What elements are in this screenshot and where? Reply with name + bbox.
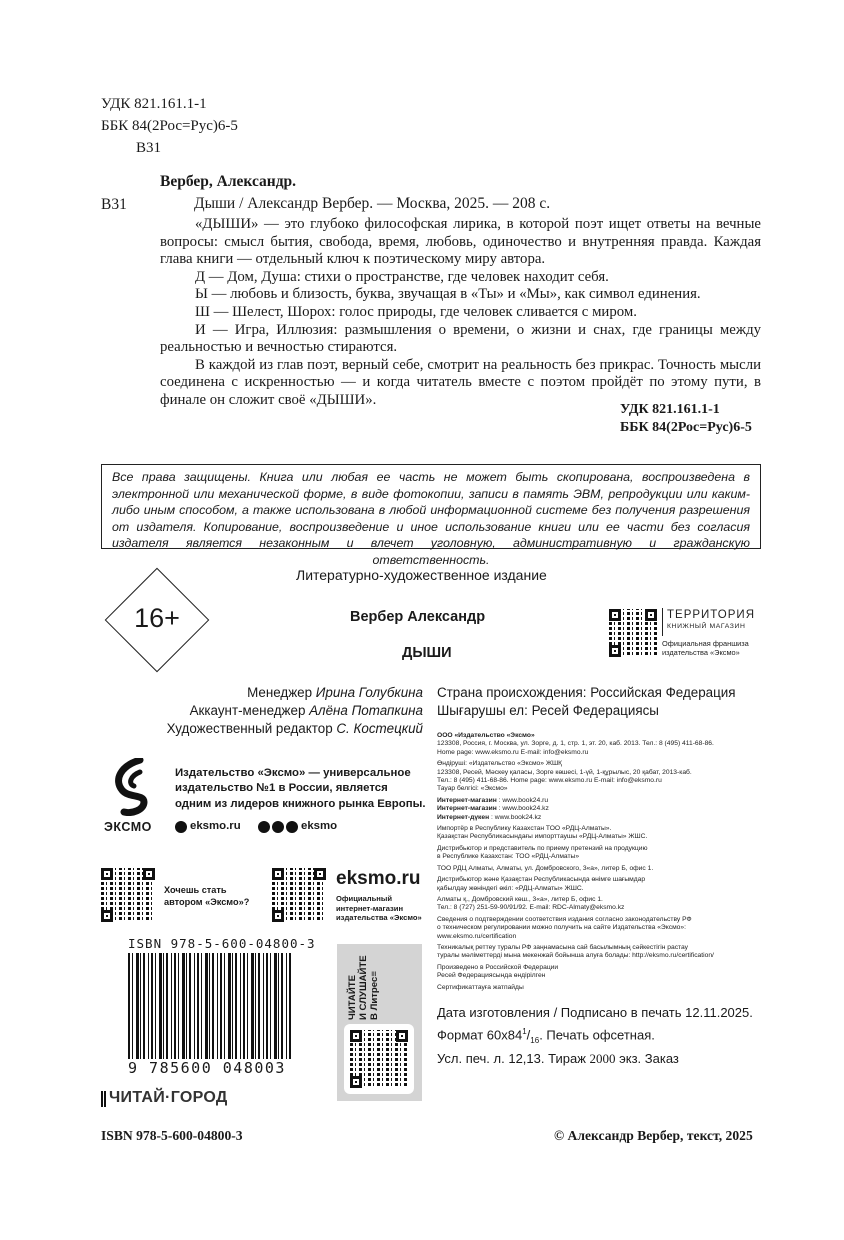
- bibliographic-line: Дыши / Александр Вербер. — Москва, 2025. — 208 с.: [194, 195, 551, 212]
- annotation-paragraph: Ы — любовь и близость, буква, звучащая в «Ты» и «Мы», как символ единения.: [195, 286, 701, 303]
- eksmo-social: eksmo: [301, 820, 338, 832]
- isbn-barcode: [128, 953, 292, 1061]
- publisher-block-kz: Өндіруші: «Издательство «Эксмо» ЖШҚ 123308, Ресей, Мәскеу қаласы, Зорге көшесі, 1-үй, 1-құрылыс, 20 қабат, 2013-каб. Тел.: 8 (495) 411-68-86. Home page: www.eksmo.ru E-mail: info@eksmo.ru Тауар белгісі: «Эксмо»: [437, 760, 692, 793]
- imprint-date: Дата изготовления / Подписано в печать 12.11.2025.: [437, 1005, 753, 1020]
- credit-name: С. Костецкий: [336, 721, 423, 737]
- barcode-digits: 9 785600 048003: [128, 1059, 292, 1077]
- territory-caption: издательства «Эксмо»: [662, 648, 740, 657]
- chitai-gorod-logo: ЧИТАЙ·ГОРОД: [109, 1089, 228, 1106]
- distributor-address-kz: Алматы қ., Домбровский көш., 3«а», литер Б, офис 1. Тел.: 8 (727) 251-59-90/91/92. E-mail: RDC-Almaty@eksmo.kz: [437, 895, 625, 912]
- eksmo-site-link[interactable]: eksmo.ru: [190, 820, 241, 832]
- imprint-format: Формат $60x84^1/_{16}$. Печать офсетная.: [437, 1026, 655, 1045]
- bbk-right: ББК 84(2Рос=Рус)6-5: [620, 420, 752, 435]
- annotation-paragraph: В каждой из глав поэт, верный себе, смотрит на реальность без прикрас. Точность мысли соединена с искренностью — и когда читатель вместе с поэтом пройдёт по этому пути, в финале он сложит своё «ДЫШИ».: [160, 356, 761, 408]
- importer-block: Импортёр в Республику Казахстан ТОО «РДЦ-Алматы». Қазақстан Республикасындағы импорттаушы «РДЦ-Алматы» ЖШС.: [437, 825, 648, 841]
- credits: [100, 684, 423, 739]
- eksmo-logo-icon: [110, 758, 156, 816]
- not-certified: Сертификаттауға жатпайды: [437, 983, 524, 991]
- credit-role: Аккаунт-менеджер: [189, 703, 310, 719]
- footer-isbn: ISBN 978-5-600-04800-3: [101, 1128, 243, 1143]
- country-of-origin: [437, 684, 736, 720]
- publisher-block: ООО «Издательство «Эксмо» 123308, Россия, г. Москва, ул. Зорге, д. 1, стр. 1, эт. 20, каб. 2013. Тел.: 8 (495) 411-68-86. Home page: www.eksmo.ru E-mail: info@eksmo.ru: [437, 732, 714, 756]
- credit-line: [100, 720, 423, 738]
- online-shops: Интернет-магазин : www.book24.ru Интернет-магазин : www.book24.kz Интернет-дүкен : www.book24.kz: [437, 796, 549, 821]
- distributor-address: ТОО РДЦ Алматы, Алматы, ул. Домбровского, 3«а», литер Б, офис 1.: [437, 864, 654, 872]
- litres-text: ЧИТАЙТЕ И СЛУШАЙТЕ В Литрес≡: [347, 955, 380, 1020]
- become-author-text: Хочешь стать автором «Эксмо»?: [164, 885, 250, 907]
- ok-icon[interactable]: [286, 821, 298, 833]
- eksmo-shop-qr-code[interactable]: [272, 868, 326, 922]
- produced-in: Произведено в Российской Федерации Ресей Федерациясында өндірілген: [437, 963, 559, 980]
- udk-code: УДК 821.161.1-1: [101, 96, 207, 112]
- author-name: Вербер Александр: [350, 609, 486, 625]
- annotation-paragraph: «ДЫШИ» — это глубоко философская лирика, в которой поэт ищет ответы на вечные вопросы: смысл бытия, свобода, время, любовь, одиночество и внутренняя правда. Каждая глава книги — отдельный ключ к поэтическому миру автора.: [160, 216, 761, 268]
- book-title: ДЫШИ: [402, 645, 452, 661]
- age-rating: 16+: [134, 603, 180, 633]
- official-shop-text: Официальный интернет-магазин издательства «Эксмо»: [336, 894, 422, 923]
- author-mark-left: В31: [101, 196, 127, 213]
- credit-name: Ирина Голубкина: [315, 685, 423, 700]
- become-author-qr-code[interactable]: [101, 868, 155, 922]
- eksmo-ru-brand: eksmo.ru: [336, 868, 421, 889]
- annotation-paragraph: Ш — Шелест, Шорох: голос природы, где человек сливается с миром.: [195, 303, 637, 320]
- barcode-isbn-label: ISBN 978-5-600-04800-3: [128, 936, 316, 951]
- publisher-info: [437, 732, 760, 995]
- territory-logo-sub: КНИЖНЫЙ МАГАЗИН: [667, 623, 746, 630]
- eksmo-logo-text: ЭКСМО: [104, 820, 152, 834]
- country-kz: Шығарушы ел: Ресей Федерациясы: [437, 703, 659, 719]
- imprint-run: Усл. печ. л. 12,13. Тираж 2000 экз. Заказ: [437, 1051, 679, 1067]
- annotation-paragraph: И — Игра, Иллюзия: размышления о времени, о жизни и снах, где границы между реальностью и вечностью стираются.: [160, 321, 761, 356]
- vk-icon[interactable]: [258, 821, 270, 833]
- chitai-gorod-mark-icon: [101, 1091, 107, 1107]
- author-mark: В31: [136, 140, 162, 156]
- author-heading: Вербер, Александр.: [160, 173, 297, 190]
- annotation: [160, 216, 761, 410]
- footer-copyright: © Александр Вербер, текст, 2025: [554, 1128, 753, 1143]
- territory-qr-code[interactable]: [609, 609, 657, 657]
- eksmo-promo: Издательство «Эксмо» — универсальное издательство №1 в России, является одним из лидеров книжного рынка Европы.: [175, 767, 426, 810]
- annotation-paragraph: Д — Дом, Душа: стихи о пространстве, где человек находит себя.: [195, 268, 609, 285]
- bbk-code: ББК 84(2Рос=Рус)6-5: [101, 118, 238, 134]
- imprint: [437, 1004, 753, 1069]
- telegram-icon[interactable]: [272, 821, 284, 833]
- territory-caption: Официальная франшиза: [662, 639, 749, 648]
- territory-divider: [662, 608, 663, 636]
- udk-right: УДК 821.161.1-1: [620, 402, 720, 417]
- credit-role: Художественный редактор: [166, 721, 337, 737]
- globe-icon: [175, 821, 187, 833]
- credit-name: Алёна Потапкина: [309, 703, 423, 719]
- edition-type: Литературно-художественное издание: [296, 567, 547, 583]
- country-ru: Страна происхождения: Российская Федерация: [437, 685, 736, 700]
- credit-line: [100, 702, 423, 720]
- litres-qr-code[interactable]: [350, 1030, 408, 1088]
- territory-logo: ТЕРРИТОРИЯ: [667, 609, 755, 621]
- certification-ru: Сведения о подтверждении соответствия издания согласно законодательству РФ о техническом регулировании можно получить на сайте Издательства «Эксмо»: www.eksmo.ru/certification: [437, 915, 692, 940]
- distributor-block-kz: Дистрибьютор және Қазақстан Республикасында өнімге шағымдар қабылдау жөніндегі өкіл: «РДЦ-Алматы» ЖШС.: [437, 876, 646, 892]
- credit-line: [100, 684, 423, 702]
- certification-kz: Техникалық реттеу туралы РФ заңнамасына сай басылымның сәйкестігін растау туралы мәліметтерді мына мекенжай бойынша алуға болады: http://eksmo.ru/certification/: [437, 943, 714, 960]
- credit-role: Менеджер: [247, 685, 316, 700]
- rights-notice: Все права защищены. Книга или любая ее часть не может быть скопирована, воспроизведена в электронной или механической форме, в виде фотокопии, записи в память ЭВМ, репродукции или каким-либо иным способом, а также использована в любой информационной системе без получения разрешения от издателя. Копирование, воспроизведение и иное использование книги или ее части без согласия издателя является незаконным и влечет уголовную, административную и гражданскую ответственность.: [101, 464, 761, 549]
- distributor-block: Дистрибьютор и представитель по приему претензий на продукцию в Республике Казахстан: ТОО «РДЦ-Алматы»: [437, 844, 648, 861]
